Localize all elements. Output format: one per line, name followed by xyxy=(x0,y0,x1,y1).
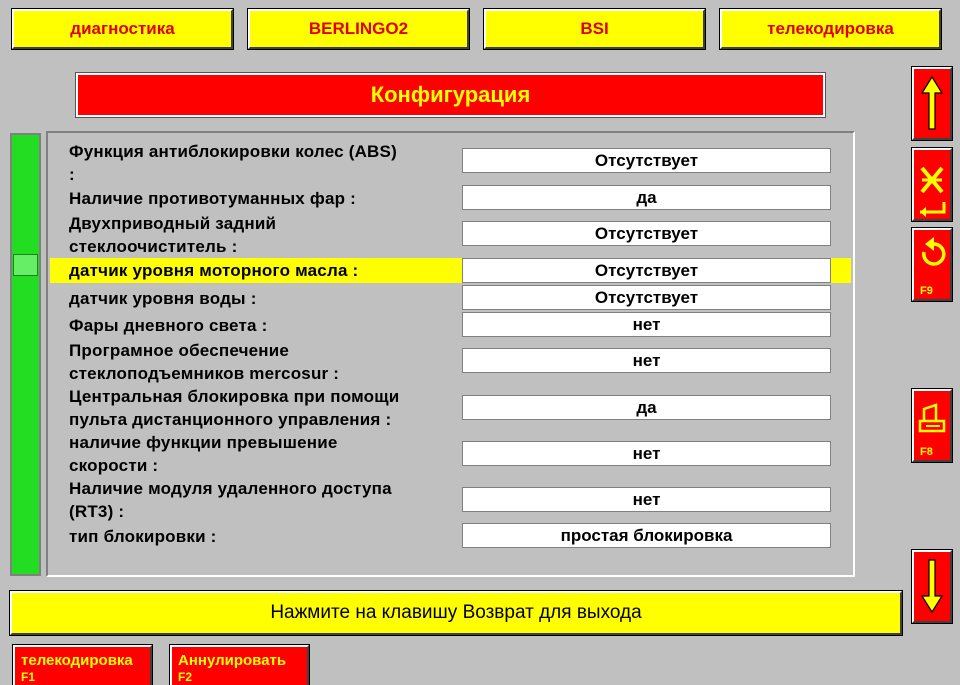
config-row-value[interactable] xyxy=(462,441,831,466)
value-text: простая блокировка xyxy=(560,525,733,545)
value-text: нет xyxy=(632,314,661,334)
value-text: да xyxy=(636,397,657,417)
fkey-label: F8 xyxy=(920,446,933,458)
config-row-value[interactable] xyxy=(462,312,831,337)
button-label: телекодировка xyxy=(21,652,133,669)
button-label: Аннулировать xyxy=(178,652,287,669)
config-row-value[interactable] xyxy=(462,285,831,310)
config-row-value[interactable] xyxy=(462,395,831,420)
config-row-value[interactable] xyxy=(462,487,831,512)
tab-telecoding[interactable] xyxy=(720,9,941,49)
config-row-value[interactable] xyxy=(462,185,831,210)
tab-label: телекодировка xyxy=(767,19,894,38)
config-row-value[interactable] xyxy=(462,258,831,283)
config-row-label: Наличие модуля удаленного доступа (RT3) : xyxy=(69,479,392,521)
telecoding-f1-button[interactable] xyxy=(13,645,152,685)
config-row-label: датчик уровня моторного масла : xyxy=(69,261,359,280)
value-text: нет xyxy=(632,350,661,370)
value-text: Отсутствует xyxy=(594,223,699,243)
fkey-label: F9 xyxy=(920,285,933,297)
config-row-label: тип блокировки : xyxy=(69,527,217,546)
config-row-label: Функция антиблокировки колес (ABS) : xyxy=(69,142,397,184)
config-row-label: Центральная блокировка при помощи пульта дистанционного управления : xyxy=(69,387,400,429)
value-text: Отсутствует xyxy=(594,287,699,307)
scroll-up-button[interactable] xyxy=(912,67,952,140)
value-text: да xyxy=(636,187,657,207)
cancel-f2-button[interactable] xyxy=(170,645,309,685)
config-row-label: Наличие противотуманных фар : xyxy=(69,189,356,208)
value-text: нет xyxy=(632,443,661,463)
config-row-label: Програмное обеспечение стеклоподъемников mercosur : xyxy=(69,341,340,383)
fkey-label: F2 xyxy=(178,670,193,684)
status-bar xyxy=(10,591,902,635)
page-title: Конфигурация xyxy=(76,73,825,117)
tab-vehicle[interactable] xyxy=(248,9,469,49)
scrollbar-track[interactable] xyxy=(10,133,41,576)
config-row-label: Фары дневного света : xyxy=(69,316,268,335)
config-row-value[interactable] xyxy=(462,148,831,173)
config-row-label: Двухприводный задний стеклоочиститель : xyxy=(69,214,277,256)
tab-label: BSI xyxy=(580,19,609,38)
value-text: Отсутствует xyxy=(594,150,699,170)
tab-diagnostics[interactable] xyxy=(12,9,233,49)
config-row-label: наличие функции превышение скорости : xyxy=(69,433,338,475)
config-row-value[interactable] xyxy=(462,348,831,373)
tab-label: BERLINGO2 xyxy=(308,19,409,38)
cancel-enter-button[interactable] xyxy=(912,148,952,221)
config-row-value[interactable] xyxy=(462,221,831,246)
print-button[interactable] xyxy=(912,389,952,462)
fkey-label: F1 xyxy=(21,670,36,684)
tab-ecu[interactable] xyxy=(484,9,705,49)
value-text: нет xyxy=(632,489,661,509)
cancel-enter-icon xyxy=(914,150,950,219)
arrow-down-icon xyxy=(914,552,950,621)
arrow-up-icon xyxy=(914,69,950,138)
scrollbar-thumb[interactable] xyxy=(13,254,38,276)
config-row-label: датчик уровня воды : xyxy=(69,289,257,308)
restart-icon xyxy=(914,230,950,280)
tab-label: диагностика xyxy=(70,19,175,38)
status-text: Нажмите на клавишу Возврат для выхода xyxy=(270,602,642,623)
restart-button[interactable] xyxy=(912,228,952,301)
config-row-value[interactable] xyxy=(462,523,831,548)
printer-icon xyxy=(914,391,950,446)
value-text: Отсутствует xyxy=(594,260,699,280)
scroll-down-button[interactable] xyxy=(912,550,952,623)
